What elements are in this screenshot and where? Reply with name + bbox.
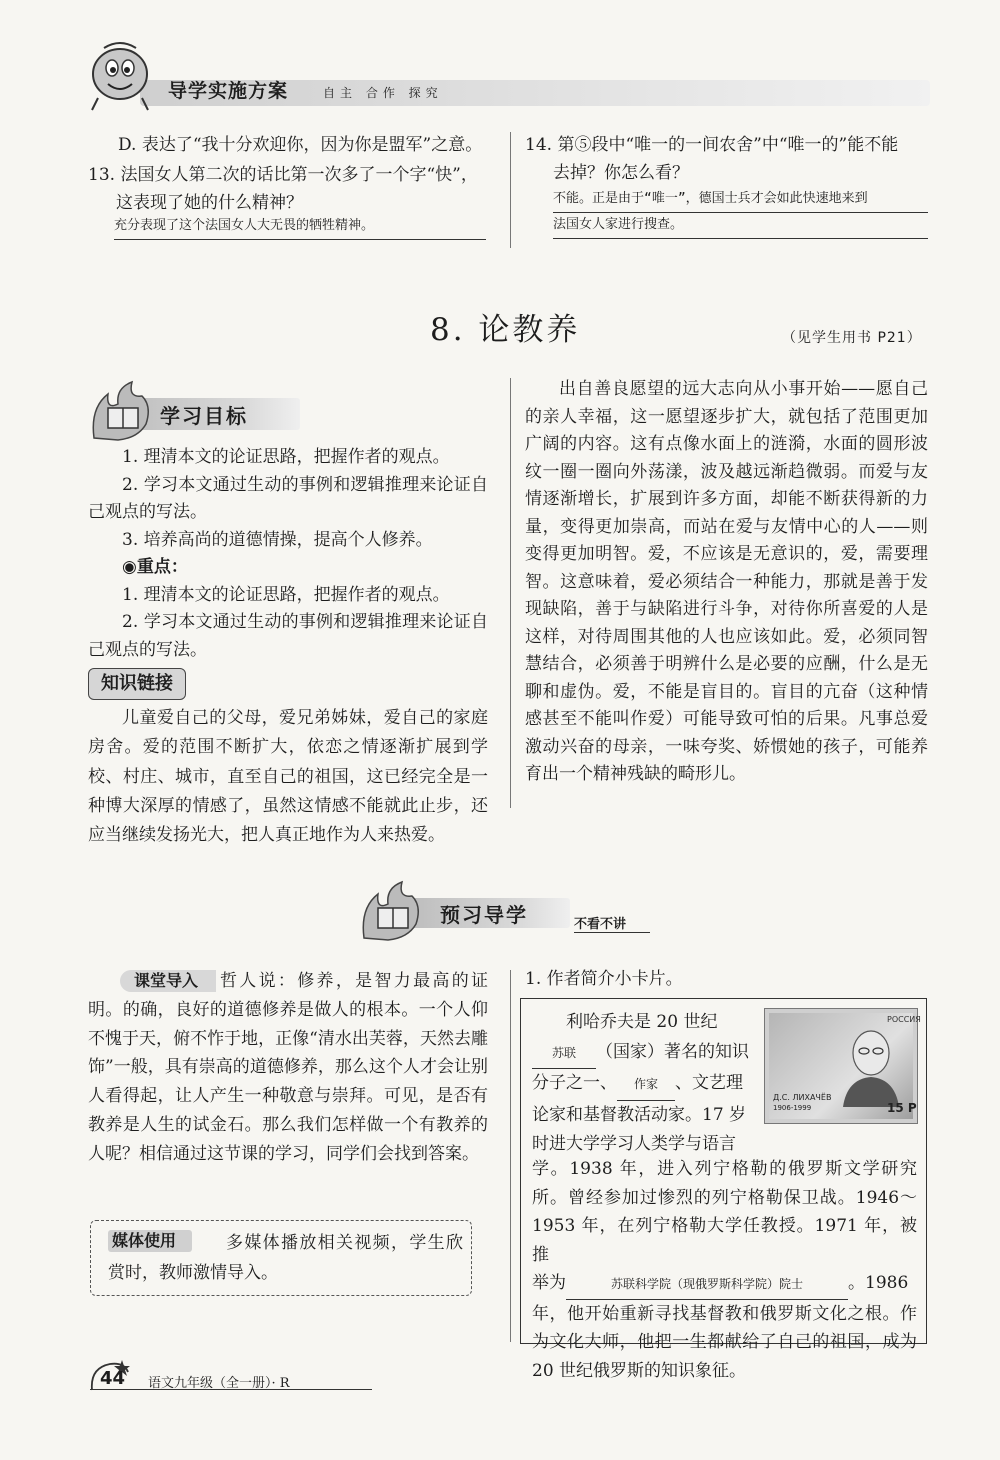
author-card-body <box>532 1155 917 1385</box>
page-number: 44 <box>100 1368 126 1389</box>
author-elected-line: 举为 苏联科学院（现俄罗斯科学院）院士 。1986 <box>532 1269 917 1300</box>
goal-item: 3. 培养高尚的道德情操，提高个人修养。 <box>122 529 433 550</box>
lesson-reference: （见学生用书 P21） <box>782 330 922 346</box>
header-tags: 自主 合作 探究 <box>323 86 443 100</box>
class-intro-paragraph: 哲人说：修养，是智力最高的证明。的确，良好的道德修养是做人的根本。一个人仰不愧于天，俯不怍于地，正像“清水出芙蓉，天然去雕饰”一般，具有崇高的道德修养，那么这个人才会让别人看得起，让人产生一种敬意与崇拜。可见，是否有教养是人生的试金石。那么我们怎样做一个有教养的人呢？相信通过这节课的学习，同学们会找到答案。 <box>88 971 488 1164</box>
author-line: 时进大学学习人类学与语言 <box>532 1134 736 1154</box>
stamp-years: 1906-1999 <box>773 1104 812 1112</box>
author-line: 论家和基督教活动家。17 岁 <box>532 1104 747 1125</box>
preview-banner-title: 预习导学 <box>440 903 528 927</box>
column-divider-middle <box>510 378 511 808</box>
question-13-answer: 充分表现了这个法国女人大无畏的牺牲精神。 <box>114 213 486 240</box>
question-13-line1: 13. 法国女人第二次的话比第一次多了一个字“快”， <box>88 165 478 185</box>
knowledge-link-label: 知识链接 <box>88 668 186 700</box>
author-line: 利哈乔夫是 20 世纪 <box>566 1012 718 1032</box>
stamp-value: 15 P <box>887 1101 917 1115</box>
flame-book-icon <box>358 880 428 942</box>
blank-academy: 苏联科学院（现俄罗斯科学院）院士 <box>566 1270 848 1300</box>
stamp-name: Д.С. ЛИХАЧЁВ <box>773 1093 832 1102</box>
question-14-line1: 14. 第⑤段中“唯一的一间农舍”中“唯一的”能不能 <box>525 135 899 155</box>
goals-banner-title: 学习目标 <box>160 404 248 428</box>
flame-book-icon <box>88 380 158 442</box>
right-paragraph: 出自善良愿望的远大志向从小事开始——愿自己的亲人幸福，这一愿望逐步扩大，就包括了范围更加广阔的内容。这有点像水面上的涟漪，水面的圆形波纹一圈一圈向外荡漾，波及越远渐趋微弱。而爱与友情逐渐增长，扩展到许多方面，却能不断获得新的力量，变得更加崇高，而站在爱与友情中心的人——则变得更加明智。爱，不应该是无意识的，爱，需要理智。这意味着，爱必须结合一种能力，那就是善于发现缺陷，善于与缺陷进行斗争，对待你所喜爱的人是这样，对待周围其他的人也应该如此。爱，必须同智慧结合，必须善于明辨什么是必要的应酬，什么是无聊和虚伪。爱，不能是盲目的。盲目的亢奋（这种情感甚至不能叫作爱）可能导致可怕的后果。凡事总爱激动兴奋的母亲，一味夸奖、娇惯她的孩子，可能养育出一个精神残缺的畸形儿。 <box>525 379 928 784</box>
goal-item: 1. 理清本文的论证思路，把握作者的观点。 <box>122 447 450 467</box>
author-line: 分子之一、 作家 、文艺理 <box>532 1069 760 1101</box>
goals-list <box>88 444 488 664</box>
key-point-item: 1. 理清本文的论证思路，把握作者的观点。 <box>122 584 450 605</box>
class-intro-label: 课堂导入 <box>134 971 199 990</box>
mascot-icon <box>84 40 154 112</box>
header-title: 导学实施方案 <box>168 80 289 102</box>
question-14-answer-line2: 法国女人家进行搜查。 <box>553 212 928 239</box>
key-point-item: 2. 学习本文通过生动的事例和逻辑推理来论证自己观点的写法。 <box>88 612 488 660</box>
question-13-line2: 这表现了她的什么精神？ <box>116 193 303 213</box>
column-divider-top <box>510 132 511 248</box>
stamp-country: POCCИЯ <box>887 1015 921 1024</box>
media-label: 媒体使用 <box>112 1231 177 1250</box>
question-14-line2: 去掉？你怎么看？ <box>553 163 689 183</box>
option-d: D. 表达了“我十分欢迎你，因为你是盟军”之意。 <box>118 135 483 155</box>
media-text: 多媒体播放相关视频，学生欣赏时，教师激情导入。 <box>108 1233 463 1283</box>
goal-item: 2. 学习本文通过生动的事例和逻辑推理来论证自己观点的写法。 <box>88 474 488 522</box>
key-points-label: ◉重点： <box>122 557 188 577</box>
knowledge-paragraph: 儿童爱自己的父母，爱兄弟姊妹，爱自己的家庭房舍。爱的范围不断扩大，依恋之情逐渐扩展到学校、村庄、城市，直至自己的祖国，这已经完全是一种博大深厚的情感了，虽然这情感不能就此止步，还应当继续发扬光大，把人真正地作为人来热爱。 <box>88 708 488 846</box>
blank-role: 作家 <box>617 1070 675 1101</box>
author-card-heading: 1. 作者简介小卡片。 <box>525 969 683 989</box>
author-card-intro <box>532 1008 760 1160</box>
column-divider-bottom <box>510 970 511 1342</box>
author-line: 苏联 （国家）著名的知识 <box>532 1038 760 1070</box>
preview-tag: 不看不讲 <box>574 913 650 933</box>
author-final-paragraph: 年，他开始重新寻找基督教和俄罗斯文化之根。作为文化大师，他把一生都献给了自己的祖国，成为 20 世纪俄罗斯的知识象征。 <box>532 1303 917 1381</box>
footer-book-title: 语文九年级（全一册）· R <box>148 1376 290 1391</box>
blank-country: 苏联 <box>532 1039 596 1070</box>
portrait-icon <box>837 1023 903 1107</box>
lesson-title: 8. 论教养 <box>430 312 581 348</box>
author-stamp-photo <box>764 1008 921 1124</box>
author-rest-paragraph: 学。1938 年，进入列宁格勒的俄罗斯文学研究所。曾经参加过惨烈的列宁格勒保卫战。1946～1953 年，在列宁格勒大学任教授。1971 年，被推 <box>532 1159 917 1265</box>
question-14-answer-line1: 不能。正是由于“唯一”，德国士兵才会如此快速地来到 <box>553 186 928 213</box>
